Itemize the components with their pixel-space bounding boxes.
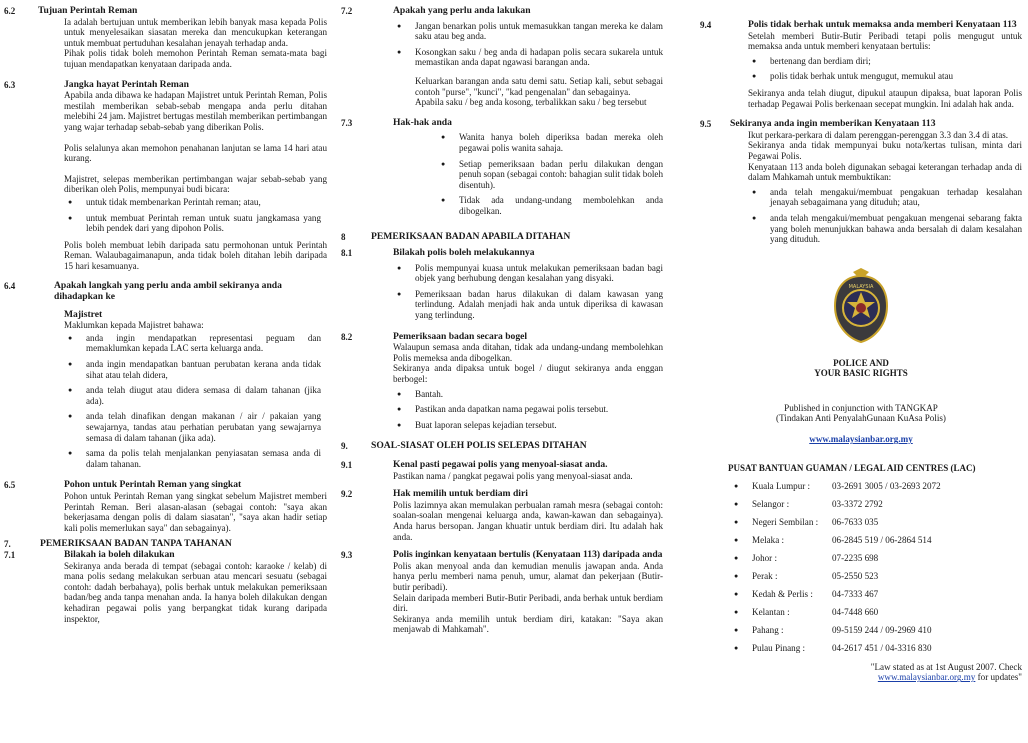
list-item (730, 589, 1022, 600)
section-heading: Apakah langkah yang perlu anda ambil sekiranya anda dihadapkan ke (54, 280, 282, 303)
section-8 (341, 232, 663, 243)
section-heading: PEMERIKSAAN BADAN TANPA TAHANAN (40, 538, 232, 550)
section-6-5 (4, 480, 327, 533)
section-subheading: Majistret (64, 308, 103, 320)
section-9 (341, 441, 663, 452)
contact-city: Kuala Lumpur : (752, 481, 811, 492)
paragraph: Ia adalah bertujuan untuk memberikan lebih banyak masa kepada Polis untuk menyelesaikan siasatan mereka dan mencukupkan keterangan untuk membuat pertuduhan kesalahan jenayah terhadap anda. (64, 16, 327, 48)
contact-city: Kedah & Perlis : (752, 589, 813, 600)
section-8-1 (341, 248, 663, 321)
paragraph: Sekiranya anda tidak mempunyai buku nota/kertas tulisan, minta dari Pegawai Polis. (748, 140, 1022, 161)
section-number: 7.1 (4, 549, 16, 560)
list-item: ● Polis mempunyai kuasa untuk melakukan pemeriksaan badan bagi objek yang berhubung dengan kesalahan yang disyaki. (393, 263, 663, 284)
lac-contact-list (730, 481, 1022, 653)
list-item: ● untuk tidak membenarkan Perintah reman; atau, (64, 197, 321, 208)
section-heading: Kenal pasti pegawai polis yang menyoal-siasat anda. (393, 459, 608, 470)
contact-city: Pahang : (752, 625, 784, 636)
section-heading: Pemeriksaan badan secara bogel (393, 330, 528, 342)
contact-phone: 03-2691 3005 / 03-2693 2072 (832, 481, 941, 492)
section-6-3 (4, 80, 327, 272)
list-item: ● polis tidak berhak untuk mengugut, memukul atau (748, 71, 1022, 82)
paragraph: Pastikan nama / pangkat pegawai polis yang menyoal-siasat anda. (393, 470, 633, 481)
section-number: 6.4 (4, 281, 16, 292)
section-9-1 (341, 460, 663, 481)
list-item (730, 481, 1022, 492)
column-left (4, 6, 327, 624)
paragraph: Sekiranya anda memilih untuk berdiam diri, katakan: "Saya akan menjawab di Mahkamah". (393, 613, 663, 635)
paragraph: Pihak polis tidak boleh memohon Perintah Reman semata-mata bagi tujuan mendapatkan kenyataan daripada anda. (64, 48, 327, 69)
section-6-2 (4, 6, 327, 70)
section-heading: Sekiranya anda ingin memberikan Kenyataan 113 (730, 118, 936, 130)
contact-phone: 03-3372 2792 (832, 499, 883, 510)
paragraph: Ikut perkara-perkara di dalam perenggan-perenggan 3.3 dan 3.4 di atas. (748, 129, 1009, 140)
list-item: ● anda ingin mendapatkan representasi peguam dan memaklumkan kepada LAC serta keluarga anda. (64, 333, 321, 354)
section-heading: Polis inginkan kenyataan bertulis (Kenyataan 113) daripada anda (393, 549, 663, 561)
section-heading: Jangka hayat Perintah Reman (64, 78, 189, 90)
section-number: 8 (341, 231, 346, 242)
section-number: 6.3 (4, 79, 16, 90)
section-9-5 (700, 119, 1022, 245)
contact-phone: 09-5159 244 / 09-2969 410 (832, 625, 932, 636)
list-item: ● anda telah mengakui/membuat pengakuan mengenai sebarang fakta yang boleh menunjukkan bahawa anda bersalah di dalam kesalahan yang dituduh. (748, 213, 1022, 245)
section-9-3 (341, 550, 663, 635)
paragraph: Polis selalunya akan memohon penahanan lanjutan se lama 14 hari atau kurang. (64, 142, 327, 164)
section-number: 8.2 (341, 331, 353, 342)
footer-line2: for updates" (975, 672, 1022, 683)
website-link[interactable]: www.malaysianbar.org.my (809, 434, 913, 445)
badge-text: MALAYSIA (848, 283, 874, 290)
paragraph: Sekiranya anda telah diugut, dipukul ataupun dipaksa, buat laporan Polis terhadap Pegawai Polis berkenaan secepat mungkin. Ini adalah hak anda. (748, 87, 1022, 109)
contact-city: Negeri Sembilan : (752, 517, 819, 528)
list-item: ● sama da polis telah menjalankan penyiasatan semasa anda di dalam tahanan. (64, 448, 321, 469)
paragraph: Maklumkan kepada Majistret bahawa: (64, 320, 204, 331)
list-item (730, 553, 1022, 564)
list-item: ● Jangan benarkan polis untuk memasukkan tangan mereka ke dalam saku atau beg anda. (393, 21, 663, 42)
section-number: 6.2 (4, 6, 16, 16)
section-number: 9.3 (341, 550, 353, 561)
section-number: 6.5 (4, 480, 16, 491)
contact-phone: 04-7448 660 (832, 607, 879, 618)
section-number: 9.5 (700, 119, 712, 130)
contact-phone: 04-7333 467 (832, 589, 879, 600)
contact-city: Johor : (752, 553, 778, 564)
paragraph: Kenyataan 113 anda boleh digunakan sebagai keterangan terhadap anda di dalam Mahkamah untuk membuktikan: (748, 161, 1022, 183)
list-item (730, 607, 1022, 618)
list-item (730, 571, 1022, 582)
lac-title: PUSAT BANTUAN GUAMAN / LEGAL AID CENTRES (LAC) (728, 462, 976, 473)
contact-phone: 07-2235 698 (832, 553, 879, 564)
logo-block (700, 268, 1022, 445)
contact-phone: 05-2550 523 (832, 571, 879, 582)
paragraph: Polis lazimnya akan memulakan perbualan ramah mesra (sebagai contoh: soalan-soalan mengenai keluarga anda, kawan-kawan dan sebagainya). Anda harus bersopan. Jangan khuatir untuk berdiam diri. Itu adalah hak anda. (393, 499, 663, 542)
contact-phone: 06-7633 035 (832, 517, 879, 528)
list-item (730, 535, 1022, 546)
section-heading: PEMERIKSAAN BADAN APABILA DITAHAN (371, 230, 571, 242)
section-heading: Hak memilih untuk berdiam diri (393, 488, 528, 500)
section-7-1 (4, 550, 327, 624)
footer-line1: "Law stated as at 1st August 2007. Check (870, 661, 1022, 672)
contact-city: Selangor : (752, 499, 790, 510)
list-item (730, 643, 1022, 654)
paragraph: Polis boleh membuat lebih daripada satu permohonan untuk Perintah Reman. Walaubagaimanapun, anda tidak boleh ditahan lebih daripada 15 hari kesamuanya. (64, 239, 327, 271)
list-item: ● untuk membuat Perintah reman untuk suatu jangkamasa yang lebih pendek dari yang dipohon Polis. (64, 213, 321, 234)
paragraph: Polis akan menyoal anda dan kemudian menulis jawapan anda. Anda hanya perlu memberi nama penuh, umur, alamat dan pekerjaan (Butir-butir peribadi). (393, 560, 663, 592)
section-heading: Tujuan Perintah Reman (38, 5, 138, 16)
published-sub: (Tindakan Anti PenyalahGunaan KuAsa Polis) (776, 413, 946, 424)
column-right (700, 6, 1022, 683)
leaflet-title-line1: POLICE AND (833, 357, 889, 368)
leaflet-title-line2: YOUR BASIC RIGHTS (814, 368, 908, 379)
column-middle (341, 6, 663, 635)
list-item: ● Kosongkan saku / beg anda di hadapan polis secara sukarela untuk memastikan anda dapat ngawasi barangan anda. (393, 47, 663, 68)
footer-note (700, 662, 1022, 683)
list-item (730, 499, 1022, 510)
section-7-3 (341, 118, 663, 217)
section-9-4 (700, 20, 1022, 109)
section-number: 8.1 (341, 248, 353, 259)
section-number: 9.1 (341, 460, 353, 470)
section-heading: Pohon untuk Perintah Reman yang singkat (64, 479, 242, 491)
paragraph: Sekiranya anda berada di tempat (sebagai contoh: karaoke / kelab) di mana polis sedang melakukan serbuan atau mencari sesuatu (sebagai contoh: dadah berbahaya), polis berhak untuk melakukan pemeriksaan badan/beg anda tanpa menahan anda. Ia hanya boleh dilakukan dengan kehadiran pegawai polis yang berpangkat tidak kurang daripada inspektor, (64, 560, 327, 624)
paragraph: Setelah memberi Butir-Butir Peribadi tetapi polis mengugut untuk memaksa anda untuk memberi kenyataan bertulis: (748, 30, 1022, 52)
list-item: ● anda telah diugut atau didera semasa di dalam tahanan (jika ada). (64, 385, 321, 406)
list-item: ● bertenang dan berdiam diri; (748, 56, 1022, 67)
section-9-2 (341, 489, 663, 542)
footer-website-link[interactable]: www.malaysianbar.org.my (877, 672, 976, 683)
list-item: ● anda telah mengakui/membuat pengakuan terhadap kesalahan jenayah sebagaimana yang dituduh; atau, (748, 187, 1022, 208)
contact-phone: 06-2845 519 / 06-2864 514 (832, 535, 932, 546)
paragraph: Selain daripada memberi Butir-Butir Peribadi, anda berhak untuk berdiam diri. (393, 592, 663, 614)
paragraph: Pohon untuk Perintah Reman yang singkat sebelum Majistret memberi Perintah Reman. Beri alasan-alasan (sebagai contoh: "saya akan bekerjasama dengan polis di dalam siasatan", "saya akan hadir setiap kali polis memerlukan saya" dan sebagainya). (64, 490, 327, 533)
list-item: ● Wanita hanya boleh diperiksa badan mereka oleh pegawai polis wanita sahaja. (437, 132, 663, 153)
section-heading: Bilakah polis boleh melakukannya (393, 247, 535, 259)
section-number: 9.2 (341, 489, 353, 500)
section-number: 9. (341, 441, 348, 452)
paragraph: Apabila saku / beg anda kosong, terbalikkan saku / beg tersebut (415, 97, 647, 108)
contact-city: Kelantan : (752, 607, 790, 618)
list-item: ● Setiap pemeriksaan badan perlu dilakukan dengan penuh sopan (sebagai contoh: bahagian sulit tidak boleh disentuh). (437, 159, 663, 191)
list-item: ● Pastikan anda dapatkan nama pegawai polis tersebut. (393, 404, 663, 415)
list-item: ● Tidak ada undang-undang membolehkan anda dibogelkan. (437, 195, 663, 216)
section-8-2 (341, 332, 663, 431)
list-item: ● anda ingin mendapatkan bantuan perubatan kerana anda tidak sihat atau telah didera, (64, 359, 321, 380)
section-7-2 (341, 6, 663, 108)
section-number: 7. (4, 539, 11, 550)
section-number: 7.3 (341, 117, 353, 128)
list-item (730, 517, 1022, 528)
paragraph: Majistret, selepas memberikan pertimbangan wajar sebab-sebab yang diberikan oleh Polis, mempunyai budi bicara: (64, 173, 327, 195)
section-heading: Bilakah ia boleh dilakukan (64, 548, 175, 560)
paragraph: Walaupun semasa anda ditahan, tidak ada undang-undang membolehkan Polis memeksa anda dibogelkan. (393, 342, 663, 363)
list-item: ● Bantah. (393, 389, 663, 400)
paragraph: Sekiranya anda dipaksa untuk bogel / diugut sekiranya anda enggan berbogel: (393, 363, 663, 385)
section-heading: Apakah yang perlu anda lakukan (393, 5, 531, 16)
section-number: 7.2 (341, 6, 353, 16)
contact-phone: 04-2617 451 / 04-3316 830 (832, 643, 932, 654)
list-item: ● anda telah dinafikan dengan makanan / air / pakaian yang sewajarnya, tandas atau perhatian perubatan yang sewajarnya semasa di dalam tahanan (jika ada). (64, 411, 321, 443)
contact-city: Pulau Pinang : (752, 643, 806, 654)
section-heading: SOAL-SIASAT OLEH POLIS SELEPAS DITAHAN (371, 440, 587, 452)
police-badge-icon (825, 268, 897, 346)
section-6-4 (4, 281, 327, 469)
contact-city: Perak : (752, 571, 778, 582)
contact-city: Melaka : (752, 535, 785, 546)
list-item: ● Buat laporan selepas kejadian tersebut. (393, 420, 663, 431)
paragraph: Apabila anda dibawa ke hadapan Majistret untuk Perintah Reman, Polis mestilah memberikan sebab-sebab mengapa anda perlu ditahan melebihi 24 jam. Majistret bertugas mestilah memberikan pertimbangan yang wajar terhadap sebab-sebab yang diberikan Polis. (64, 90, 327, 132)
published-line: Published in conjunction with TANGKAP (784, 402, 938, 413)
list-item (730, 625, 1022, 636)
section-number: 9.4 (700, 20, 712, 30)
paragraph: Keluarkan barangan anda satu demi satu. Setiap kali, sebut sebagai contoh "purse", "kunci", "kad pengenalan" dan sebagainya. (415, 75, 663, 97)
list-item: ● Pemeriksaan badan harus dilakukan di dalam kawasan yang terlindung. Adalah menjadi hak anda untuk diperiksa di kawasan yang terlindung. (393, 289, 663, 321)
section-heading: Polis tidak berhak untuk memaksa anda memberi Kenyataan 113 (748, 19, 1017, 30)
section-heading: Hak-hak anda (393, 116, 452, 128)
